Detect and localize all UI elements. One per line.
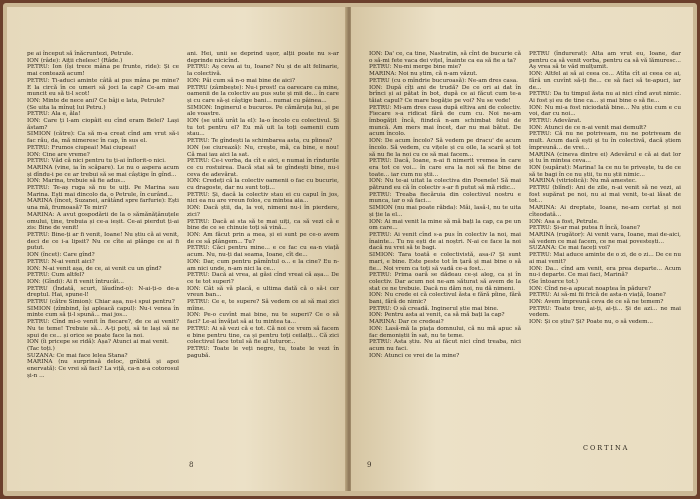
dialogue-line: ION: De acum încolo? Să vedem pe dracu' de acum încolo. Să vedem, cu vițele și cu oile, la scară și tot să nu fie la noi cu ce să mai facem... (369, 138, 521, 158)
dialogue-line: PETRU: Ai să vezi că e tot. Că noi ce vrem să facem e bine pentru tine, ca și pentru toți ceilalți... Că zici colectivul face totul să fie al tuturor... (187, 325, 339, 346)
dialogue-line: SIMION: Inginerul e bucuros. Pe cămăruța lui, și pe ale voastre. (187, 104, 339, 118)
dialogue-line: ION: N-ai venit așa, de ce, ai venit cu un gînd? (27, 265, 162, 272)
dialogue-line: SUZANA: Ce mai faceți voi? (529, 245, 610, 252)
dialogue-line: ION: Marina, trebuie să fie adus... (27, 178, 126, 185)
dialogue-line: PETRU: Ti-aduci aminte câtă ai pus mâna pe mine? E la circă în ce umeri să joci la cap? Ce-am mai muncit eu să ti-l scot! (27, 77, 179, 98)
dialogue-line: (Se întoarce tot.) (529, 278, 578, 285)
dialogue-line: PETRU: Văd că nici pentru tu ți-ai înflorit-o nici. (27, 158, 166, 165)
right-page (351, 7, 693, 491)
dialogue-line: ION: Da... cînd am venit, era prea departe... Acum nu-i departe. Ce mai faci, Marină? (529, 265, 681, 279)
dialogue-line: MARINA (încet, Suzanei, arătând spre farfurie): Ești una mă, frumoasă? Te miri? (27, 198, 179, 212)
dialogue-line: PETRU: Da tu timpul ăsta nu ai nici cînd avut nimic. Ai fost și eu de tine ca... și mai bine o să fie... (529, 91, 681, 104)
dialogue-line: ION: Avem împreună ceva de ce să ne temem? (529, 299, 664, 306)
dialogue-line: PETRU: Căci pentru mine... e ce fac cu ea-n viață acum. Nu, nu-ți dai seama, Ioane, cît de... (187, 245, 339, 259)
dialogue-line: ION (supărat): Marina! Ia ce nu te privește, tu de ce să te bagi în ce nu știi, tu nu știi nimic... (529, 164, 681, 178)
dialogue-line: PETRU: Ai să-mi fii frică de asta-n viață, Ioane? (529, 292, 666, 299)
left-column-1 (27, 51, 179, 379)
dialogue-line: MARINA (rugător): Ai venit vara, Ioane, mai de-aici, să vedem ce mai facem, ce ne mai povestești... (529, 231, 681, 245)
page-number-right: 9 (367, 461, 372, 469)
dialogue-line: ION: Dacă știi, da, la voi, nimeni nu-i în pierdere, zici? (187, 205, 339, 218)
dialogue-line: PETRU (zâmbește): Nu-i prost! ca oarecare ca mine, oamenii de la colectiv au pus sute și mii de... în care și cu care să-și câștige bani... numai cu pâinea... (187, 84, 339, 104)
dialogue-line: PETRU: Dacă ai vrea, ai găsi cînd vreai că așa... De ce te tot superi? (187, 272, 339, 285)
dialogue-line: ION: Asa a fost, Petrule. (529, 218, 599, 225)
dialogue-line: PETRU: Dacă ai sta să te mai uiți, ca să vezi că e bine de ce se chinuie toți să vină... (187, 218, 339, 232)
dialogue-line: SUZANA: Ce mai face lelea Stana? (27, 352, 128, 359)
dialogue-line: ION (râde): Aiții chelesc! (Râde.) (27, 57, 123, 64)
dialogue-line: ION: Pe-o cuvînt mai bine, nu te superi? Ce o să faci? Le-ai învățat să ai tu mintea ta... (187, 312, 339, 326)
dialogue-line: PETRU (îndurerat): Alta am vrut eu, Ioane, dar pentru ca să venit vorba, pentru ca să vă lămuresc... Aș vrea să te văd mulțumit. (529, 51, 681, 71)
dialogue-line: ION: Păi cum să n-o mai bine de aici? (187, 77, 296, 84)
dialogue-line: ION (îi pricepe se ridă): Așa? Atunci ai mai venit. (27, 339, 169, 346)
dialogue-line: PETRU: Mi-am dres casa după eltiva ani de colectiv. Fiecare s-a ridicat fără de cum cu. Noi ne-am îmbogățit încă, fiindcă n-am schimbat felul de muncă. Am mers mai încet, dar nu mai bătut. De acum încolo. (369, 104, 521, 138)
dialogue-line: ION: Și ce știu? Și? Poate nu, o să vedem... (529, 319, 653, 326)
dialogue-line: ION: Care ți l-am ciopâit eu cînd eram Belei? Lași ăstam? (27, 118, 179, 131)
dialogue-line: MARINA (cineva dintre ei) Adevărul e că ai dat lor și tu în mintea ceva... (529, 151, 681, 165)
dialogue-line: MARINA: A avut gospodării de la o sămănățânuțele omului, ține, trebuia și ce-a ieșit. Ce-ai pierdut ți-ai zis: Bine de venit! (27, 211, 179, 232)
dialogue-line: PETRU: Bine-ți ar fi venit, Ioane! Nu știu că ai venit, deci de ce i-a lipsit? Nu ce cîte ai plânge ce ai fi putut. (27, 231, 179, 252)
dialogue-line: ION: Altfel ai să ai ceea ce... Atîta cît ai ceea ce ai, fără un cuvînt să-ți fie... ce să faci să te-apuci, iar de... (529, 71, 681, 91)
page-number-left: 8 (189, 461, 194, 469)
dialogue-line: ION: Atunci ce vrei de la mine? (369, 352, 460, 359)
dialogue-line: PETRU: Dacă, Ioane, n-ai fi nimerit vremea în care era tot ce voi... în care era la noi să fie bine de toate... iar cum nu știi... (369, 158, 521, 178)
dialogue-line: ION: Nu crede ei că colectivul ăsta e fără pîine, fără bani, fără de nimic? (369, 292, 521, 306)
dialogue-line: ION: După cîți ani de trudă? De ce ori ai dat în brînci și ai pătat în bot, după ce ai făcut cum te-a tăiat capul? Ce mare bogăție pe voi? Nu se vede! (369, 84, 521, 104)
dialogue-line: MARINA: Ai dreptate, Ioane, ne-am certat și noi cîteodată... (529, 205, 681, 218)
dialogue-line: PETRU (cu o mîndrie bucuroasă): Ne-am dres casa. (369, 77, 518, 84)
dialogue-line: PETRU: Adevărat. (529, 118, 582, 125)
dialogue-line: SIMION (nu mai poate răbda): Măi, lasă-l, nu te uita și ție la el... (369, 205, 521, 218)
dialogue-line: ION: (Gîndi): Ai fi venit întrucât... (27, 278, 124, 285)
dialogue-line: ION: Minte de nece ani? Ce bâji e lata, Petrule? (27, 97, 165, 104)
dialogue-line: ION: Cine are vreme? (27, 151, 90, 158)
dialogue-line: PETRU: Aș ceva ai tu, Ioane? Nu și de alt felinarie, la colectivă. (187, 64, 339, 78)
book-spread (3, 3, 697, 496)
dialogue-line: pe ai început să înăcruntezi, Petrule. (27, 51, 134, 57)
dialogue-line: (Se uita la mînuț lui Petru.) (27, 104, 106, 111)
dialogue-line: ION (încet): Care gînd? (27, 252, 95, 259)
dialogue-line: SIMION (zîmbind, își apleacă capul): Nu-i venea în minte cum să ți-l spună... mai jos... (27, 305, 179, 319)
dialogue-line: PETRU: N-ai venit aici? (27, 258, 95, 265)
dialogue-line: PETRU: Asta știu. Nu ai făcut nici cînd treaba, nici acum nu faci. (369, 339, 521, 352)
dialogue-line: PETRU: Toate trec, ai-ți, ai-ți... Și de azi... ne mai vedem. (529, 305, 681, 319)
dialogue-line: ION (se uită urât la el): Ia-o încolo cu colectivul. Și tu tot pentru el? Eu mă uit la toți oamenii cum stau... (187, 118, 339, 138)
dialogue-line: PETRU (blînd): Ani de zile, n-ai venit să ne vezi, ai fost supărat pe noi, nu ai mai venit, te-ai lăsat de tot... (529, 185, 681, 205)
dialogue-line: ani. Hei, unii se deprind ușor, alții poate nu s-ar deprinde nicicînd. (187, 51, 339, 64)
dialogue-line: PETRU: Că nu ne potriveam, nu ne potriveam de mult. Acum dacă ești și tu în colectivă, dacă știem împreună... de vrei... (529, 131, 681, 151)
dialogue-line: PETRU: Prima oară se dădeau ce-și aleg, ca și în colectiv. Dar acum noi ne-am săturat să avem de la stat ce ne trebuie. Dacă nu dăm noi, nu dă nimeni. (369, 272, 521, 292)
dialogue-line: ION: Pentru asta ai venit, ca să mă bați la cap? (369, 312, 505, 319)
right-column-1 (369, 51, 521, 359)
dialogue-line: (Tac toți.) (27, 345, 55, 352)
dialogue-line: PETRU: Toate le veți negre, tu, toate le vezi în pagubă. (187, 345, 339, 359)
dialogue-line: PETRU: Frumos ciupeai! Mai ciupeai! (27, 144, 137, 151)
dialogue-line: PETRU: Ce-i vorba, da cît e aici, e numai în rîndurile ce cu rostuirea. Dacă stai să te gîndești bine, nu-i ceva de adevărat. (187, 158, 340, 178)
dialogue-line: PETRU: Nu-mi merge bine mie? (369, 64, 462, 71)
dialogue-line: PETRU: Treaba fiecăruia din colectivul nostru e munca, iar o să faci... (369, 191, 521, 205)
dialogue-line: ION: Nu mi-a fost niciodată bine... Nu știu cum e cu voi, dar cu noi... (529, 104, 681, 118)
dialogue-line: MARINA: Noi nu știm, că n-am văzut. (369, 71, 478, 78)
dialogue-line: ION: Nu te-ai uitat la colectiva din Poenele! Să mai pătrund eu că în colectiv s-ar fi putut să mă ridic... (369, 178, 521, 192)
dialogue-line: ION: Cînd ne-a apucat noaptea în pădure? (529, 285, 651, 292)
dialogue-line: MARINA: Dar ce credeai? (369, 319, 444, 326)
right-column-2 (529, 51, 681, 326)
dialogue-line: ION: Ai mai venit la mine să mă bați la cap, ca pe un om care... (369, 218, 521, 232)
dialogue-line: PETRU: Cînd mi-o venit în fiecare?, de ce ai venit? Nu te teme! Trebuie să... A-ți poți, să te lași să ne spui de ce... și orice se poate face la noi. (27, 319, 179, 339)
dialogue-line: MARINA (vitriolică): Nu mă amestec. (529, 178, 637, 185)
dialogue-line: ION: Am făcut prin a mea, și ei sunt pe ce-o avem de ce să plângem... Tu? (187, 231, 339, 245)
dialogue-line: SIMION: Tara toată e colectivistă, asa-i? Și sunt mari, e bine. Este peste tot în țară și mai bine o să fie... Noi vrem ca toți să vadă ce-a fost... (369, 252, 521, 272)
dialogue-line: SIMION (către): Ca să m-a creat cînd am vrut să-i fac rău, da, mă nimeresc în cap, în sus el. (27, 131, 179, 145)
dialogue-line: PETRU (Îndată, scurt, lăudînd-o): N-ai-ți-o de-a dreptul. Hai, spune-l! (27, 285, 179, 299)
dialogue-line: PETRU: Cum altfel? (27, 272, 85, 279)
left-page (7, 7, 347, 491)
dialogue-line: PETRU (către Simion): Chiar așa, nu-i spui pentru? (27, 299, 175, 306)
dialogue-line: PETRU: Și, dacă la colectiv stau ei cu capul în jos, nici ea nu are vreun folos, cu mintea aia... (187, 191, 339, 205)
dialogue-line: PETRU: Ai venit cînd s-a pus în colectiv la noi, mai înainte... Tu nu ești de ai noștri. N-ai ce face la noi dacă nu vrei să te bagi. (369, 231, 521, 252)
dialogue-line: PETRU: Ion (își trece mâna pe frunte, ride): Și ce mai contează acum! (27, 64, 179, 78)
dialogue-line: ION: Lasă-mă la piața domnului, că nu mă apuc să fac demoniștii în sat, nu te teme. (369, 325, 521, 339)
dialogue-line: PETRU: Te gîndești la schimbarea asta, cu pîinea? (187, 138, 333, 145)
dialogue-line: ION (se ciurează): Nu, crește, mă, ca bine, e nou! Că mai iau aici la sat. (187, 144, 339, 158)
dialogue-line: MARINA (vine, ia în scăpare). Le nu o aspera acum și dîndu-i pe ce ar trebui să se mai câștige în gînd... (27, 164, 179, 178)
dialogue-line: PETRU: Ce e, te supere? Să vedem ce ai să mai zici mîine. (187, 299, 339, 312)
curtain-label: CORTINA (583, 444, 630, 452)
dialogue-line: PETRU: Te-aș ruga să nu te uiți. Pe Marina sau Marina. Ești mai dincolo da, o Petrule, în curând... (27, 185, 179, 198)
dialogue-line: PETRU: Și-ar mai putea fi încă, Ioane? (529, 225, 640, 232)
left-column-2 (187, 51, 339, 359)
dialogue-line: PETRU: O să creadă. Inginerul știe mai bine. (369, 305, 499, 312)
dialogue-line: ION: Da' ce, ca tine, Nastratin, să cînt de bucurie că o să-mi fete vaca dei vițel, înainte ca ea să fie a ta? (369, 51, 521, 64)
dialogue-line: ION: Cât să vă placă, e ultima dată că o să-i cer vreun ban... (187, 285, 339, 299)
dialogue-line: ION: Atunci de ce n-ai venit mai demult? (529, 124, 647, 131)
dialogue-line: ION: Credeți că la colectiv oamenii o fac cu bucurie, cu dragoste, dar nu sunt toți... (187, 178, 339, 192)
dialogue-line: ION: Dar, cum pentru pămîntul o... e la cine? Eu n-am nici unde, n-am nici la ce... (187, 258, 339, 272)
dialogue-line: PETRU: Mai aduce aminte de o zi, de o zi... De ce nu ai mai venit? (529, 252, 681, 265)
dialogue-line: PETRU: Ala e, ăla! (27, 111, 81, 118)
dialogue-line: MARINA (nu surprinsă deloc, grăbită și apoi enervată): Ce vrei să faci? La viță, ca-n a-a cotorosul și-n ... (27, 359, 179, 379)
